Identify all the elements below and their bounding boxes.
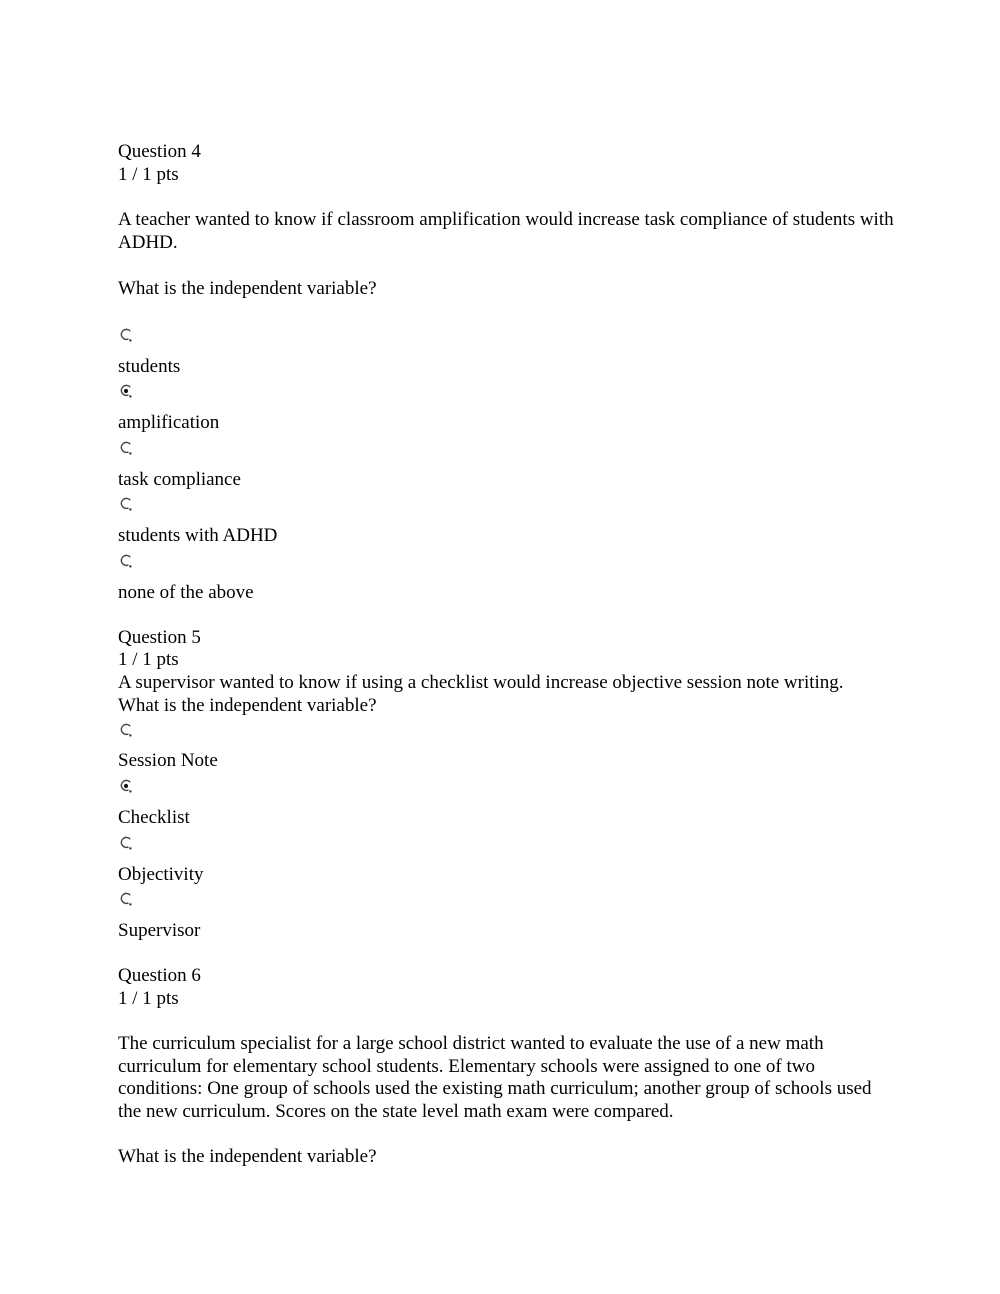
question-points: 1 / 1 pts	[118, 649, 179, 670]
radio-empty-icon	[119, 553, 133, 569]
question-title: Question 5	[118, 627, 201, 648]
option-label: Session Note	[118, 750, 218, 771]
radio-ring-tick	[129, 790, 131, 792]
question-points: 1 / 1 pts	[118, 988, 179, 1009]
option-label: Objectivity	[118, 864, 204, 885]
question-title: Question 6	[118, 965, 201, 986]
radio-selected-icon	[119, 383, 133, 399]
radio-ring-tick	[129, 734, 131, 736]
radio-ring-tick	[129, 508, 131, 510]
option-label: none of the above	[118, 582, 254, 603]
question-title: Question 4	[118, 141, 201, 162]
question-prompt: A teacher wanted to know if classroom amplification would increase task compliance of students with ADHD.	[118, 209, 894, 253]
radio-ring	[121, 498, 130, 508]
radio-ring	[121, 893, 130, 903]
radio-button[interactable]	[119, 496, 133, 512]
radio-empty-icon	[119, 496, 133, 512]
radio-button[interactable]	[119, 835, 133, 851]
radio-button[interactable]	[119, 327, 133, 343]
radio-selected-icon	[119, 778, 133, 794]
radio-ring-tick	[129, 339, 131, 341]
radio-empty-icon	[119, 835, 133, 851]
option-label: students with ADHD	[118, 525, 278, 546]
radio-ring	[121, 837, 130, 847]
question-prompt: A supervisor wanted to know if using a checklist would increase objective session note writing.	[118, 672, 844, 693]
radio-ring	[121, 442, 130, 452]
radio-ring	[121, 329, 130, 339]
radio-ring-tick	[129, 452, 131, 454]
radio-button[interactable]	[119, 891, 133, 907]
option-label: amplification	[118, 412, 220, 433]
radio-button[interactable]	[119, 383, 133, 399]
radio-button[interactable]	[119, 778, 133, 794]
radio-ring	[121, 724, 130, 734]
option-label: task compliance	[118, 469, 241, 490]
question-ask: What is the independent variable?	[118, 695, 377, 716]
radio-dot	[124, 784, 128, 788]
radio-empty-icon	[119, 891, 133, 907]
radio-ring-tick	[129, 395, 131, 397]
question-ask: What is the independent variable?	[118, 278, 377, 299]
question-points: 1 / 1 pts	[118, 164, 179, 185]
radio-dot	[124, 389, 128, 393]
radio-empty-icon	[119, 440, 133, 456]
option-label: students	[118, 356, 181, 377]
radio-empty-icon	[119, 722, 133, 738]
question-ask: What is the independent variable?	[118, 1146, 377, 1167]
question-prompt: The curriculum specialist for a large school district wanted to evaluate the use of a new math curriculum for elementary school students. Elementary schools were assigned to one of two conditions: One group of schools used the existing math curriculum; another group of schools used the new curriculum. Scores on the state level math exam were compared.	[118, 1033, 872, 1122]
radio-ring-tick	[129, 565, 131, 567]
option-label: Supervisor	[118, 920, 201, 941]
radio-empty-icon	[119, 327, 133, 343]
radio-button[interactable]	[119, 440, 133, 456]
radio-ring	[121, 555, 130, 565]
option-label: Checklist	[118, 807, 190, 828]
radio-ring-tick	[129, 903, 131, 905]
radio-ring-tick	[129, 847, 131, 849]
radio-button[interactable]	[119, 722, 133, 738]
radio-button[interactable]	[119, 553, 133, 569]
